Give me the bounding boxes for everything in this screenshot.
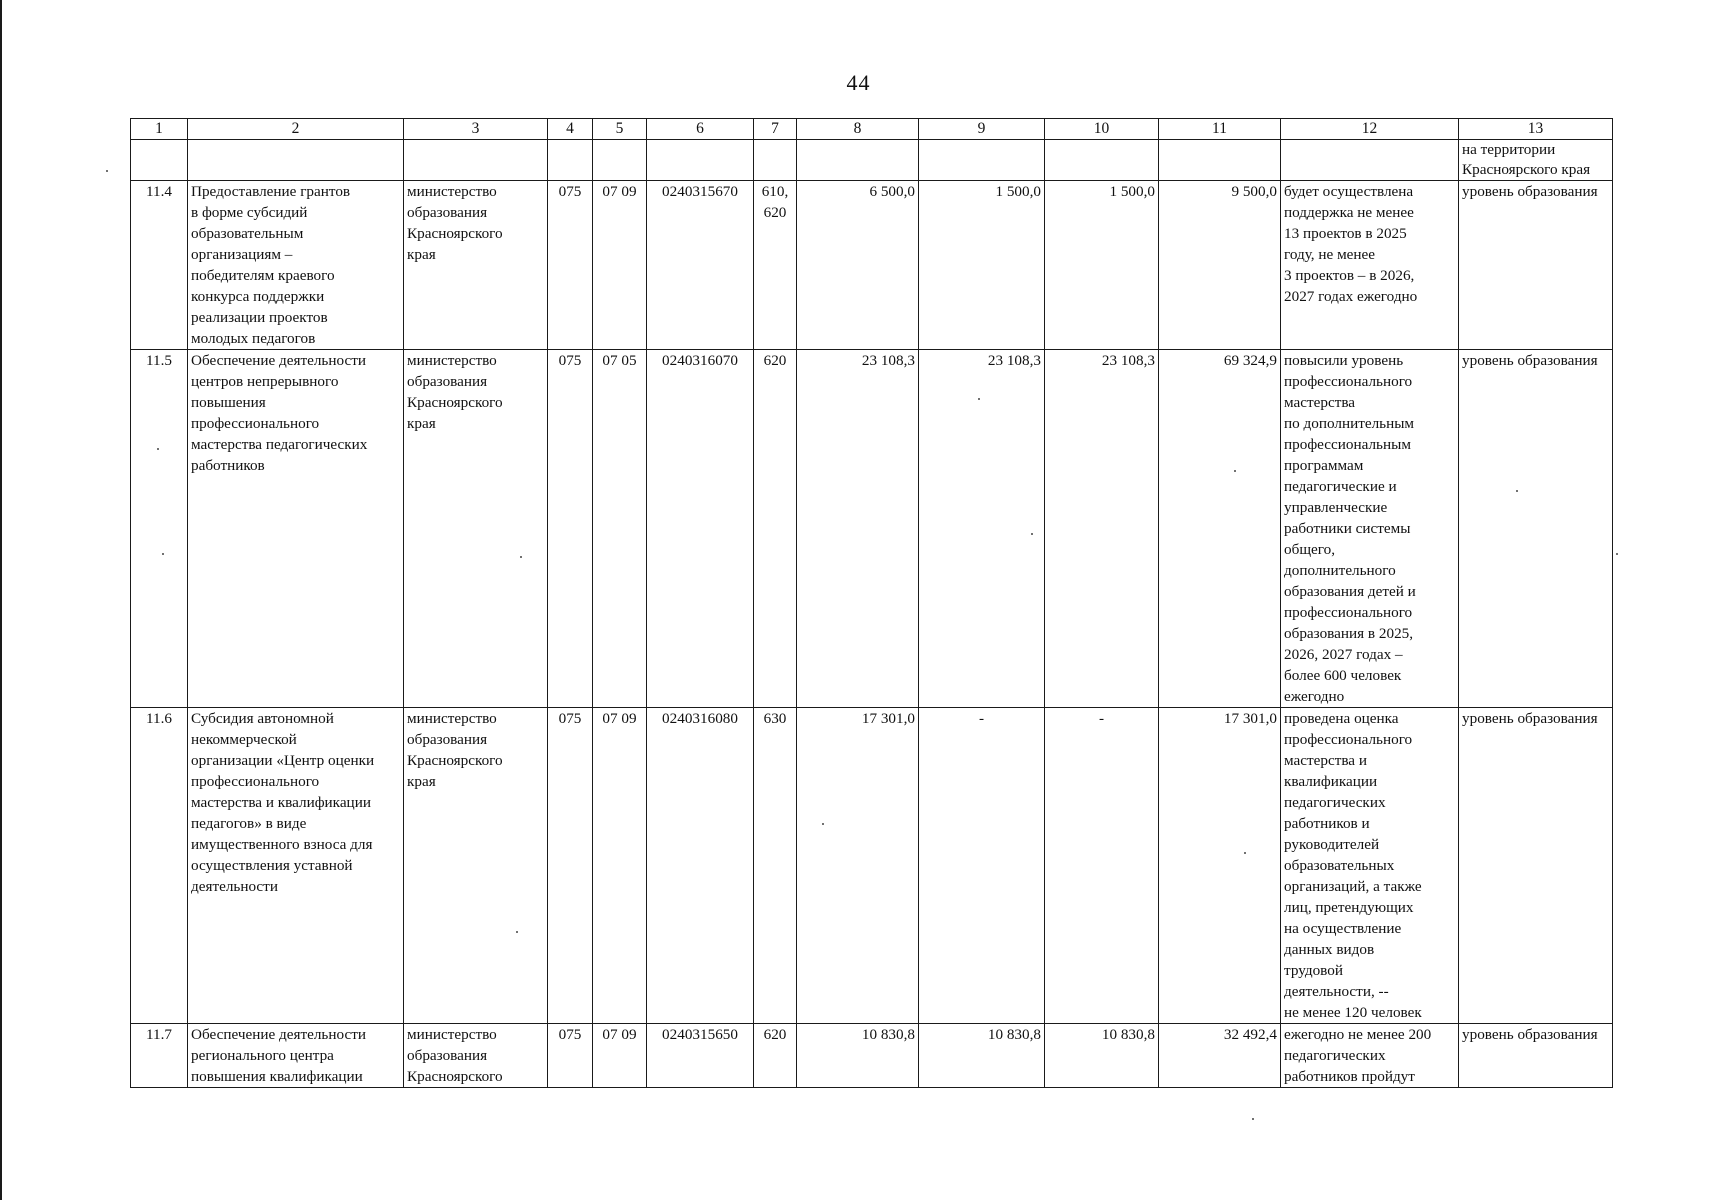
scan-speck (1244, 852, 1246, 854)
code-4-cell: 075 (548, 1024, 593, 1088)
amount-8-cell: 17 301,0 (797, 708, 919, 1024)
amount-9-cell: - (919, 708, 1045, 1024)
row-number-cell: 11.6 (131, 708, 188, 1024)
table-row (131, 1024, 1613, 1088)
agency-cell: министерство образования Красноярского края (404, 181, 548, 350)
measure-name-cell: Предоставление грантов в форме субсидий образовательным организациям – победителям краевого конкурса поддержки реализации проектов молодых педагогов (188, 181, 404, 350)
column-number-row (131, 119, 1613, 140)
amount-8-cell: 23 108,3 (797, 350, 919, 708)
indicator-cell: уровень образования (1459, 1024, 1613, 1088)
column-header-6: 6 (647, 119, 754, 140)
continuation-indicator-cell: на территории Красноярского края (1459, 140, 1613, 181)
amount-8-cell: 6 500,0 (797, 181, 919, 350)
amount-9-cell: 23 108,3 (919, 350, 1045, 708)
column-header-12: 12 (1281, 119, 1459, 140)
scan-speck (978, 398, 980, 400)
amount-10-cell: 1 500,0 (1045, 181, 1159, 350)
table-row (131, 708, 1613, 1024)
code-4-cell: 075 (548, 181, 593, 350)
code-7-cell: 610, 620 (754, 181, 797, 350)
scan-speck (516, 931, 518, 933)
amount-10-cell: 10 830,8 (1045, 1024, 1159, 1088)
row-number-cell: 11.4 (131, 181, 188, 350)
scan-speck (106, 170, 108, 172)
amount-11-cell: 17 301,0 (1159, 708, 1281, 1024)
code-4-cell: 075 (548, 708, 593, 1024)
code-5-cell: 07 09 (593, 708, 647, 1024)
scan-left-edge (0, 0, 2, 1200)
row-number-cell: 11.7 (131, 1024, 188, 1088)
column-header-13: 13 (1459, 119, 1613, 140)
code-4-cell: 075 (548, 350, 593, 708)
scan-speck (1234, 470, 1236, 472)
continuation-row (131, 140, 1613, 181)
amount-9-cell: 10 830,8 (919, 1024, 1045, 1088)
amount-11-cell: 69 324,9 (1159, 350, 1281, 708)
scan-speck (1252, 1118, 1254, 1120)
amount-11-cell: 32 492,4 (1159, 1024, 1281, 1088)
table-row (131, 181, 1613, 350)
amount-10-cell: 23 108,3 (1045, 350, 1159, 708)
code-6-cell: 0240316070 (647, 350, 754, 708)
column-header-11: 11 (1159, 119, 1281, 140)
code-7-cell: 620 (754, 350, 797, 708)
code-5-cell: 07 05 (593, 350, 647, 708)
column-header-8: 8 (797, 119, 919, 140)
amount-10-cell: - (1045, 708, 1159, 1024)
code-5-cell: 07 09 (593, 1024, 647, 1088)
result-cell: будет осуществлена поддержка не менее 13 проектов в 2025 году, не менее 3 проектов – в 2026, 2027 годах ежегодно (1281, 181, 1459, 350)
measure-name-cell: Обеспечение деятельности регионального центра повышения квалификации (188, 1024, 404, 1088)
column-header-4: 4 (548, 119, 593, 140)
amount-8-cell: 10 830,8 (797, 1024, 919, 1088)
scan-speck (1031, 533, 1033, 535)
amount-9-cell: 1 500,0 (919, 181, 1045, 350)
scan-speck (157, 448, 159, 450)
column-header-3: 3 (404, 119, 548, 140)
column-header-2: 2 (188, 119, 404, 140)
code-6-cell: 0240316080 (647, 708, 754, 1024)
table-row (131, 350, 1613, 708)
code-6-cell: 0240315670 (647, 181, 754, 350)
agency-cell: министерство образования Красноярского (404, 1024, 548, 1088)
scan-speck (1616, 553, 1618, 555)
indicator-cell: уровень образования (1459, 350, 1613, 708)
result-cell: повысили уровень профессионального мастерства по дополнительным профессиональным программам педагогические и управленческие работники системы общего, дополнительного образования детей и профессионального образования в 2025, 2026, 2027 годах – более 600 человек ежегодно (1281, 350, 1459, 708)
scan-speck (162, 553, 164, 555)
budget-measures-table (130, 118, 1613, 1088)
scan-speck (1516, 490, 1518, 492)
column-header-9: 9 (919, 119, 1045, 140)
code-7-cell: 620 (754, 1024, 797, 1088)
indicator-cell: уровень образования (1459, 181, 1613, 350)
amount-11-cell: 9 500,0 (1159, 181, 1281, 350)
code-5-cell: 07 09 (593, 181, 647, 350)
scan-speck (822, 823, 824, 825)
indicator-cell: уровень образования (1459, 708, 1613, 1024)
page-number: 44 (846, 70, 871, 95)
agency-cell: министерство образования Красноярского края (404, 708, 548, 1024)
column-header-10: 10 (1045, 119, 1159, 140)
measure-name-cell: Субсидия автономной некоммерческой организации «Центр оценки профессионального мастерства и квалификации педагогов» в виде имущественного взноса для осуществления уставной деятельности (188, 708, 404, 1024)
measure-name-cell: Обеспечение деятельности центров непрерывного повышения профессионального мастерства педагогических работников (188, 350, 404, 708)
column-header-5: 5 (593, 119, 647, 140)
scan-speck (520, 556, 522, 558)
column-header-7: 7 (754, 119, 797, 140)
code-6-cell: 0240315650 (647, 1024, 754, 1088)
column-header-1: 1 (131, 119, 188, 140)
row-number-cell: 11.5 (131, 350, 188, 708)
code-7-cell: 630 (754, 708, 797, 1024)
result-cell: проведена оценка профессионального мастерства и квалификации педагогических работников и руководителей образовательных организаций, а также лиц, претендующих на осуществление данных видов трудовой деятельности, -- не менее 120 человек (1281, 708, 1459, 1024)
result-cell: ежегодно не менее 200 педагогических работников пройдут (1281, 1024, 1459, 1088)
agency-cell: министерство образования Красноярского края (404, 350, 548, 708)
